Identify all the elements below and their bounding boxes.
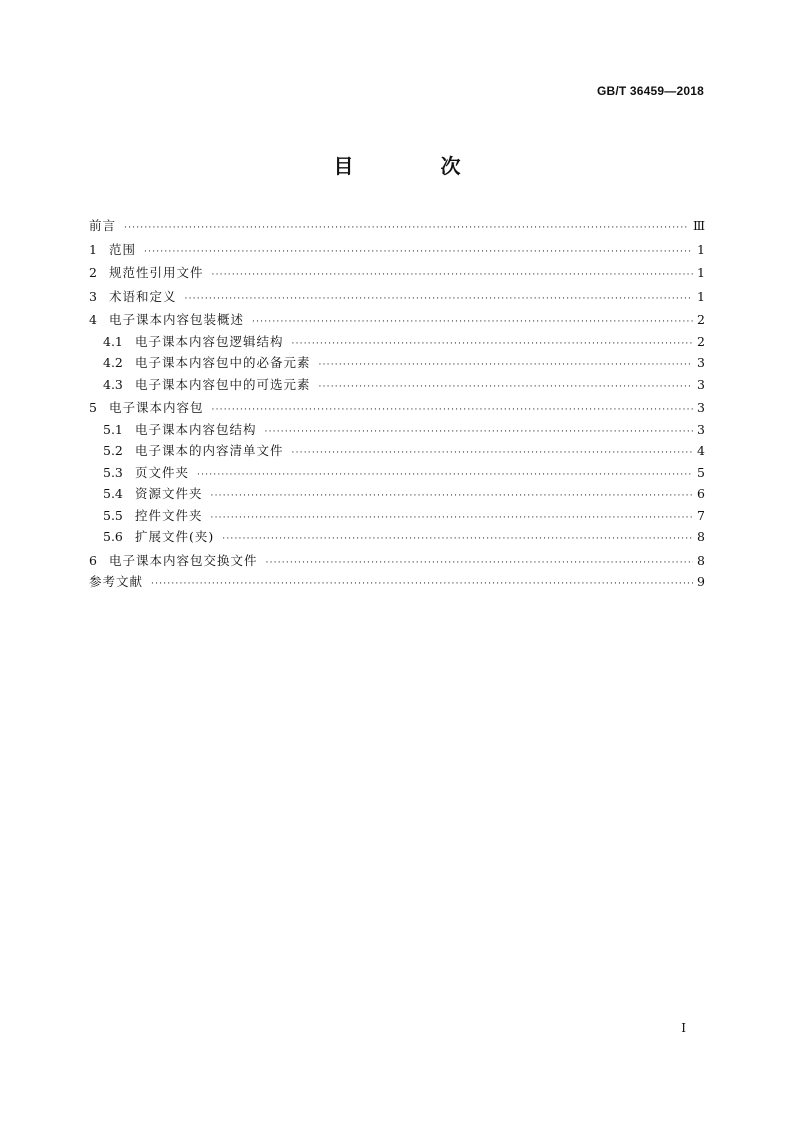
toc-entry[interactable] (89, 263, 705, 285)
dot-leader (211, 513, 693, 523)
dot-leader (292, 448, 693, 458)
toc-entry-label: 电子课本内容包中的可选元素 (135, 376, 311, 392)
toc-entry-page: 3 (697, 376, 705, 392)
toc-entry-label: 范围 (109, 241, 137, 257)
toc-entry[interactable] (89, 441, 705, 463)
page-folio: I (681, 1021, 686, 1035)
toc-entry[interactable] (89, 240, 705, 262)
toc-entry-page: 3 (697, 355, 705, 370)
toc-entry-label: 前言 (89, 218, 117, 233)
toc-entry-number: 4.2 (103, 355, 123, 370)
dot-leader (252, 317, 693, 327)
toc-entry-number: 3 (89, 288, 97, 304)
toc-entry[interactable] (89, 310, 705, 332)
toc-entry[interactable] (89, 484, 705, 506)
toc-entry-number: 4.1 (103, 333, 123, 349)
standard-code: GB/T 36459—2018 (596, 84, 704, 98)
toc-entry-label: 电子课本内容包交换文件 (109, 552, 258, 568)
dot-leader (212, 405, 693, 415)
toc-entry-label: 电子课本内容包结构 (135, 421, 257, 437)
toc-entry-label: 资源文件夹 (135, 486, 203, 501)
toc-entry-label: 电子课本的内容清单文件 (135, 443, 284, 458)
toc-entry-page: 9 (697, 574, 705, 589)
toc-entry-label: 控件文件夹 (135, 507, 203, 523)
toc-entry-number: 5.2 (103, 443, 123, 458)
dot-leader (222, 534, 693, 544)
toc-entry-number: 1 (89, 241, 97, 257)
toc-entry-page: 1 (697, 288, 705, 304)
dot-leader (266, 558, 693, 568)
dot-leader (144, 247, 693, 257)
toc-entry[interactable] (89, 353, 705, 375)
toc-entry-label: 电子课本内容包逻辑结构 (135, 333, 284, 349)
toc-entry-label: 参考文献 (89, 574, 144, 589)
toc-entry-number: 5.6 (103, 529, 123, 544)
toc-entry[interactable] (89, 551, 705, 573)
toc-entry-label: 电子课本内容包装概述 (109, 312, 245, 327)
dot-leader (319, 360, 693, 370)
toc-entry[interactable] (89, 398, 705, 420)
toc-entry[interactable] (89, 527, 705, 549)
dot-leader (319, 382, 693, 392)
dot-leader (197, 470, 693, 480)
toc-entry-number: 2 (89, 265, 97, 280)
toc-entry-page: 1 (697, 265, 705, 280)
toc-entry-number: 4.3 (103, 376, 123, 392)
toc-entry-number: 5.1 (103, 421, 123, 437)
table-of-contents (89, 216, 705, 594)
toc-entry-page: 5 (697, 464, 705, 480)
toc-entry-label: 页文件夹 (135, 464, 190, 480)
dot-leader (265, 427, 693, 437)
toc-entry-number: 5 (89, 400, 97, 415)
toc-entry[interactable] (89, 216, 705, 238)
dot-leader (124, 223, 689, 233)
toc-entry-number: 4 (89, 312, 97, 327)
toc-entry-page: 2 (697, 312, 705, 327)
toc-entry-label: 电子课本内容包 (109, 400, 204, 415)
toc-entry-label: 规范性引用文件 (109, 265, 204, 280)
toc-entry-number: 5.3 (103, 464, 123, 480)
toc-entry-label: 电子课本内容包中的必备元素 (135, 355, 311, 370)
toc-entry-page: 8 (697, 552, 705, 568)
toc-entry[interactable] (89, 506, 705, 528)
toc-entry-page: 4 (697, 443, 705, 458)
toc-entry-page: 2 (697, 333, 705, 349)
dot-leader (151, 579, 693, 589)
toc-entry[interactable] (89, 287, 705, 309)
toc-entry-number: 5.4 (103, 486, 123, 501)
toc-entry[interactable] (89, 420, 705, 442)
toc-entry[interactable] (89, 572, 705, 594)
toc-entry-page: 3 (697, 400, 705, 415)
toc-entry-page: 8 (697, 529, 705, 544)
toc-entry-page: Ⅲ (692, 218, 705, 233)
toc-title: 目 次 (333, 154, 501, 178)
toc-entry[interactable] (89, 332, 705, 354)
dot-leader (185, 294, 693, 304)
toc-entry[interactable] (89, 375, 705, 397)
dot-leader (292, 339, 693, 349)
toc-entry-page: 3 (697, 421, 705, 437)
toc-entry-page: 7 (697, 507, 705, 523)
toc-entry-number: 6 (89, 552, 97, 568)
dot-leader (212, 270, 693, 280)
toc-entry[interactable] (89, 463, 705, 485)
toc-entry-page: 6 (697, 486, 705, 501)
toc-entry-label: 扩展文件(夹) (135, 529, 215, 544)
toc-entry-page: 1 (697, 241, 705, 257)
toc-entry-label: 术语和定义 (109, 288, 177, 304)
dot-leader (211, 491, 693, 501)
toc-entry-number: 5.5 (103, 507, 123, 523)
